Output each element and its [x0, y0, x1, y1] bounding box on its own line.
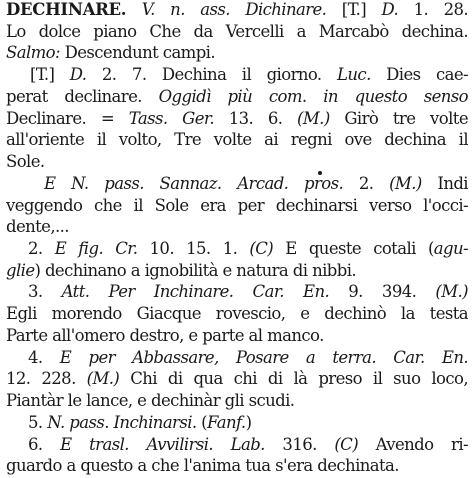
entry-line-19: [6, 390, 468, 412]
entry-line-18: [6, 368, 468, 390]
quote-text: Descendunt campi.: [59, 43, 216, 63]
citation-author: D.: [381, 0, 399, 19]
entry-line-6: [6, 108, 468, 130]
quote-text: Piantàr le lance, e dechinàr gli scudi.: [6, 391, 295, 411]
sense-number: 5.: [28, 412, 48, 432]
citation-ref: 316.: [264, 434, 335, 454]
citation-ref: 13. 6.: [214, 108, 298, 128]
entry-line-14: [28, 281, 468, 303]
quote-text: Avendo ri-: [358, 434, 468, 454]
sense-number: 2.: [28, 239, 55, 258]
quote-text: veggendo che il Sole era per dechinarsi verso l'occi-: [6, 195, 468, 215]
quote-text: Lo dolce piano Che da Vercelli a Marcabò dechina.: [6, 21, 468, 41]
quote-text: Sole.: [6, 152, 45, 172]
entry-line-21: [28, 434, 468, 456]
quote-term: glie: [6, 260, 35, 280]
quote-text: Indi: [421, 173, 468, 193]
entry-line-3: [6, 42, 468, 64]
quote-text: (: [196, 412, 208, 432]
entry-line-20: [28, 412, 468, 434]
entry-line-5: [6, 86, 468, 108]
citation-author: Tass. Ger.: [128, 108, 215, 128]
citation-author: Salmo:: [6, 43, 60, 63]
quote-text: perat declinare.: [6, 86, 159, 106]
citation-author: D.: [69, 65, 87, 85]
grammar-label: V. n. ass. Dichinare.: [141, 0, 327, 19]
quote-text: guardo a questo a che l'anima tua s'era dechinata.: [6, 456, 399, 476]
citation-ref: 9. 394.: [329, 282, 436, 302]
entry-line-11: [6, 216, 468, 238]
entry-line-9: [44, 173, 468, 195]
quote-text: Chi di qua chi di là preso il suo loco,: [119, 369, 468, 389]
quote-text: Declinare. =: [6, 108, 129, 128]
quote-text: Parte all'omero destro, e parte al manco.: [6, 325, 324, 345]
entry-line-10: [6, 195, 468, 217]
sense-number: 4.: [28, 347, 60, 367]
citation-editor: Fanf.: [207, 412, 246, 432]
quote-text: ): [245, 412, 252, 432]
citation-ref: 1. 28.: [398, 0, 468, 19]
citation-ref: 12. 228.: [6, 369, 87, 389]
citation-editor: (M.): [86, 369, 120, 389]
entry-line-8: [6, 151, 468, 173]
entry-line-17: [28, 347, 468, 369]
entry-line-2: [6, 21, 468, 43]
sense-label: N. pass. Inchinarsi.: [47, 412, 197, 432]
entry-line-16: [6, 325, 468, 347]
citation-editor: (M.): [435, 282, 468, 302]
quote-text: 2. 7. Dechina il giorno.: [86, 65, 338, 85]
source-tag: [T.]: [326, 0, 382, 19]
quote-text: E queste cotali (: [273, 239, 434, 258]
headword: DECHINARE.: [6, 0, 127, 19]
usage-note: Oggidì più com. in questo senso: [158, 86, 468, 106]
citation-editor: (M.): [297, 108, 330, 128]
sense-number: 3.: [28, 282, 62, 302]
sense-label: Att. Per Inchinare. Car. En.: [61, 282, 330, 302]
sense-label: E per Abbassare, Posare a terra. Car. En.: [59, 347, 468, 367]
entry-line-7: [6, 129, 468, 151]
quote-term: agu-: [433, 239, 468, 258]
quote-text: dente,...: [6, 217, 69, 237]
sense-label: E N. pass. Sannaz. Arcad. pros.: [44, 173, 344, 193]
citation-ref: 2.: [343, 173, 390, 193]
citation-author: Luc.: [337, 65, 371, 85]
quote-text: ) dechinano a ignobilità e natura di nibbi.: [34, 260, 357, 280]
entry-line-1: [6, 0, 468, 21]
sense-label: E trasl. Avvilirsi. Lab.: [60, 434, 265, 454]
citation-editor: (C): [249, 239, 274, 258]
quote-text: Dies cae-: [370, 65, 468, 85]
entry-line-4: [30, 64, 468, 86]
entry-line-15: [6, 303, 468, 325]
sense-number: 6.: [28, 434, 61, 454]
entry-line-12: [28, 238, 468, 260]
quote-text: Girò tre volte: [329, 108, 468, 128]
entry-line-13: [6, 260, 468, 282]
quote-text: all'oriente il volto, Tre volte ai regni ove dechina il: [6, 130, 468, 150]
citation-ref: 10. 15. 1.: [137, 239, 250, 258]
quote-text: Egli morendo Giacque rovescio, e dechinò la testa: [6, 304, 468, 324]
source-tag: [T.]: [30, 65, 70, 85]
sense-label: E fig. Cr.: [54, 239, 138, 258]
citation-editor: (M.): [389, 173, 422, 193]
entry-line-22: [6, 455, 468, 477]
citation-editor: (C): [334, 434, 359, 454]
